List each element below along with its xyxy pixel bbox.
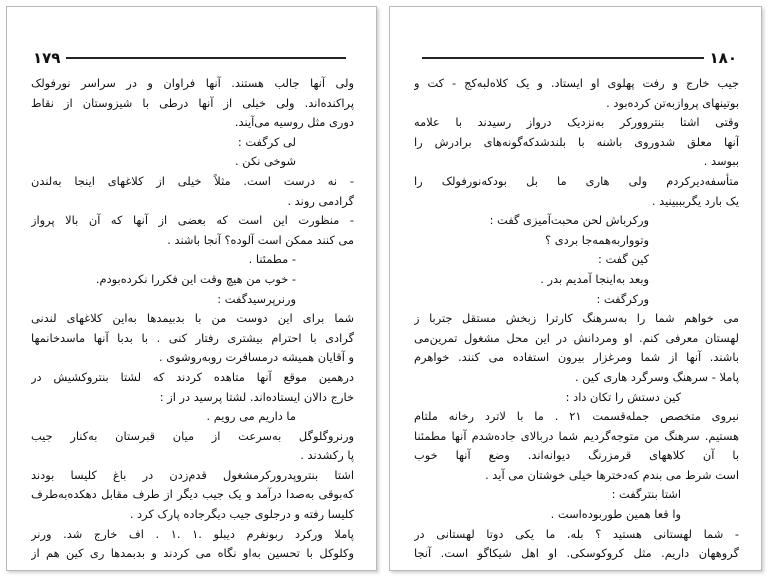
text-line: ورنروگلوگل به‌سرعت از میان قبرستان به‌کنار جیب [31,428,354,443]
text-line: ببوسد . [703,154,739,169]
text-line: جیب خارج و رفت پهلوی او ایستاد. و یک کلاه‌لبه‌کج - کت و [414,76,739,90]
text-line: وتوواربه‌همه‌جا بردی ؟ [545,232,649,247]
text-line: لی کرگفت : [237,134,296,149]
text-line: باشند. آنها از شما ومرغزار بیرون استفاده می کنند. خواهرم [414,350,739,365]
text-line: - مطمئنا . [248,252,296,267]
text-line: آنها معلق شدوروی باشنه با بلندشدکه‌گونه‌های برادرش را [414,134,739,149]
text-line: وبعد به‌اینجا آمدیم بدر . [540,271,649,286]
page-header [33,47,352,69]
text-line: - نه درست است. مثلاً خیلی از کلاغهای اینجا به‌لندن [31,173,354,188]
header-rule [422,57,704,59]
text-line: کلیسا رفته و درجلوی جیب دیگرجاده پارک کرد . [129,507,354,522]
header-rule [66,57,346,59]
text-line: لهستان معرفی کنم. او ومردانش در این محل مشغول تمرین‌می [414,330,739,345]
text-line: وا قعا همین طوربوده‌است . [550,507,681,522]
text-line: بوتینهای پروازبه‌تن کرده‌بود . [606,95,739,110]
text-line: - خوب من هیچ وقت این فکررا نکرده‌بودم. [95,271,296,286]
text-line: پراکنده‌اند. ولی خیلی از آنها درطی با شیزوستان از نقاط [31,95,354,110]
text-line: گروههان داریم. مثل کروکوسکی. او اهل شیکاگو است. آنجا [414,546,739,561]
text-line: است شرط می بندم که‌دخترها خیلی خوشتان می آید . [485,467,739,482]
left-page [6,6,377,571]
text-line: ورکرباش لحن محبت‌آمیزی گفت : [489,213,649,228]
text-line: و آقایان همیشه درمسافرت روبه‌روشوی . [159,350,354,365]
text-line: با آن کلاههای قرمزرنگ دیوانه‌اند. وضع آنها خوب [414,448,739,463]
text-line: - منظورت این است که بعضی از آنها که آن بالا پرواز [31,213,354,228]
text-line: هستیم. سرهنگ من متوجه‌گردیم شما دربالای جاده‌شدم آنها مطمئنا [414,428,739,443]
text-line: دوری مثل روسیه می‌آیند. [234,115,354,130]
text-line: ورکرگفت : [596,291,649,306]
page-number: ۱۸۰ [709,49,737,67]
text-line: ما داریم می رویم . [206,409,296,424]
text-line: که‌بوقی به‌صدا درآمد و یک جیب دیگر از طرف مقابل دهکده‌به‌طرف [31,487,354,502]
text-line: وکلوکل با تحسین به‌او نگاه می کردند و بدبمدها ری کین هم از [31,546,354,561]
text-line: ورنرپرسیدگفت : [217,291,296,306]
text-line: یک بارد یگربببینید . [651,193,739,208]
text-line: نیروی متخصص جمله‌قسمت ۲۱ . ما با لاترد رخانه ملتام [414,409,739,424]
text-line: اشتا بنتروپدرورکرمشغول قدم‌زدن در باغ کلیسا بودند [31,467,354,482]
text-line: می کنند ممکن است آلوده؟ آنجا باشند . [167,232,354,247]
page-header [416,47,737,69]
text-line: گرادی با احترام بیشتری رفتار کنی . با بدبا آنها ماسدخانمها [31,330,354,345]
text-line: شما برای این دوست من با بدبیمدها به‌این کلاغهای لندنی [31,311,354,326]
page-body [31,74,354,564]
right-page [389,6,762,571]
text-line: متأسفه‌دیرکردم ولی هاری ما بل بودکه‌نورفولک را [414,173,739,188]
text-line: وقتی اشتا بنتروورکر به‌نزدیک درواز رسیدند با علامه [414,115,739,130]
text-line: شوخی نکن . [235,154,296,169]
text-line: گرادمی روند . [287,193,354,208]
page-number: ۱۷۹ [33,49,61,67]
text-line: کین دستش را تکان داد : [565,389,681,404]
text-line: می خواهم شما را به‌سرهنگ کارترا زبخش مستقل جتربا ز [414,311,739,326]
page-body [414,74,739,564]
text-line: درهمین موقع آنها متاهده کردند که لشتا بنتروکشیش در [31,369,354,384]
text-line: اشتا بنترگفت : [611,487,681,502]
text-line: ولی آنها جالب هستند. آنها فراوان و در سراسر نورفولک [31,76,354,90]
text-line: پا رکشدند . [300,448,354,463]
text-line: پاملا ورکرد ربونفرم دیبلو .۱ .۱ . اف خارج شد. ورنر [31,526,354,541]
text-line: کین گفت : [598,252,649,267]
text-line: پاملا - سرهنگ وسرگرد هاری کین . [575,369,739,384]
text-line: - شما لهستانی هستید ؟ بله. ما یکی دوتا لهستانی در [414,526,739,541]
text-line: خارج دالان ایستاده‌اند. لشتا پرسید در از : [159,389,354,404]
